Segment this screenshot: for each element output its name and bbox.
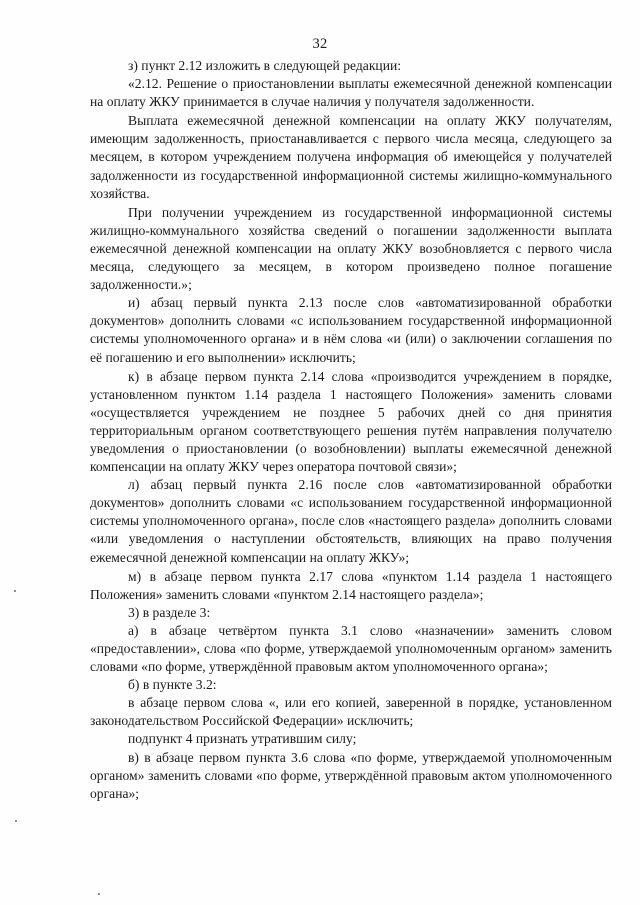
paragraph-item-m: м) в абзаце первом пункта 2.17 слова «пунктом 1.14 раздела 1 настоящего Положения» заменить словами «пунктом 2.14 настоящего раздела»; (90, 568, 612, 602)
paragraph-resumption: При получении учреждением из государственной информационной системы жилищно-коммунального хозяйства сведений о погашении задолженности выплата ежемесячной денежной компенсации на оплату ЖКУ возобновляется с первого числа месяца, следующего за месяцем, в котором произведено полное погашение задолженности.»; (90, 204, 612, 293)
scan-speck (15, 820, 17, 822)
paragraph-item-l: л) абзац первый пункта 2.16 после слов «автоматизированной обработки документов» дополнить словами «с использованием государственной информационной системы уполномоченного органа», после слов «настоящего раздела» дополнить словами «или уведомления о наступлении обстоятельств, влияющих на право получения ежемесячной денежной компенсации на оплату ЖКУ»; (90, 477, 612, 565)
paragraph-quoted-2-12: «2.12. Решение о приостановлении выплаты ежемесячной денежной компенсации на оплату ЖКУ принимается в случае наличия у получателя задолженности. (90, 76, 612, 110)
paragraph-first-subparagraph: в абзаце первом слова «, или его копией, заверенной в порядке, установленном законодательством Российской Федерации» исключить; (90, 695, 612, 729)
scan-speck (14, 590, 16, 592)
paragraph-item-b: б) в пункте 3.2: (128, 677, 217, 693)
paragraph-item-v: в) в абзаце первом пункта 3.6 слова «по форме, утверждаемой уполномоченным органом» заменить словами «по форме, утверждённой правовым актом уполномоченного органа»; (90, 749, 612, 801)
paragraph-suspension: Выплата ежемесячной денежной компенсации на оплату ЖКУ получателям, имеющим задолженность, приостанавливается с первого числа месяца, следующего за месяцем, в котором учреждением получена информация об имеющейся у получателей задолженности из государственной информационной системы жилищно-коммунального хозяйства. (90, 113, 612, 201)
paragraph-item-z: з) пункт 2.12 изложить в следующей редакции: (128, 58, 402, 73)
paragraph-item-a: а) в абзаце четвёртом пункта 3.1 слово «назначении» заменить словом «предоставлении», слова «по форме, утверждаемой уполномоченным органом» заменить словами «по форме, утверждённой правовым актом уполномоченного органа»; (90, 622, 612, 675)
paragraph-subitem-4: подпункт 4 признать утратившим силу; (128, 731, 357, 747)
paragraph-item-k: к) в абзаце первом пункта 2.14 слова «производится учреждением в порядке, установленном пунктом 1.14 раздела 1 настоящего Положения» заменить словами «осуществляется учреждением не позднее 5 рабочих дней со дня принятия территориальным органом соответствующего решения путём направления получателю уведомления о приостановлении (о возобновлении) выплаты ежемесячной денежной компенсации на оплату ЖКУ через оператора почтовой связи»; (90, 368, 612, 475)
paragraph-item-i: и) абзац первый пункта 2.13 после слов «автоматизированной обработки документов» дополнить словами «с использованием государственной информационной системы уполномоченного органа» и в нём слова «и (или) о заключении соглашения по её погашению и его выполнении» исключить; (90, 295, 612, 365)
paragraph-section-3: 3) в разделе 3: (128, 604, 211, 620)
document-body (90, 57, 612, 803)
page-number: 32 (312, 36, 328, 52)
scan-speck (98, 893, 100, 895)
